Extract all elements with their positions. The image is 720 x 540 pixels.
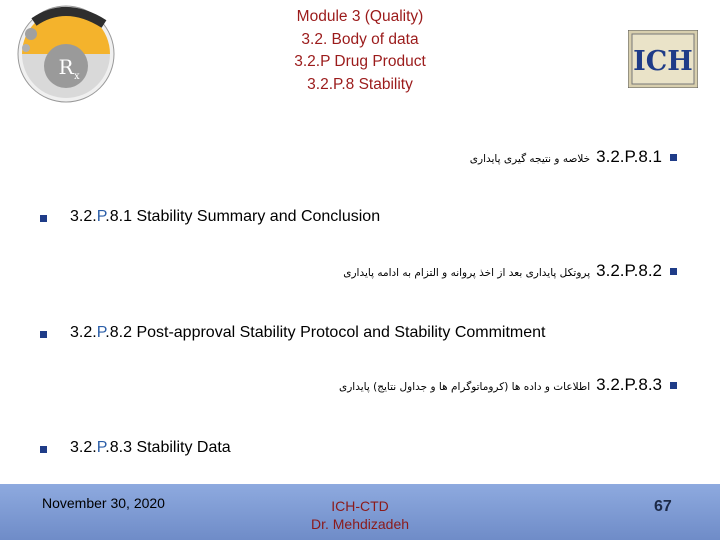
page-number: 67: [654, 498, 672, 515]
title-section: 3.2. Body of data: [301, 30, 419, 48]
bullet-icon: [670, 382, 677, 389]
item-2-persian: پروتکل پایداری بعد از اخذ پروانه و التزام به ادامه پایداری 3.2.P.8.2: [343, 261, 662, 280]
svg-text:ICH: ICH: [633, 46, 693, 77]
item-1-english: 3.2.P.8.1 Stability Summary and Conclusion: [70, 208, 381, 225]
footer-author: [280, 497, 440, 533]
bullet-icon: [670, 154, 677, 161]
footer-date: November 30, 2020: [42, 495, 165, 511]
ich-logo: [628, 30, 698, 88]
title-module: Module 3 (Quality): [296, 8, 424, 25]
bullet-icon: [40, 331, 47, 338]
pharmacy-institute-logo: [4, 2, 122, 104]
item-2-english: 3.2.P.8.2 Post-approval Stability Protocol and Stability Commitment: [70, 324, 546, 341]
rx-symbol-icon: R: [58, 55, 74, 79]
footer-course: ICH-CTD: [331, 498, 389, 514]
svg-text:x: x: [74, 71, 80, 82]
bullet-icon: [40, 215, 47, 222]
slide-title: [190, 6, 530, 96]
slide-footer: [0, 484, 720, 540]
item-3-persian: اطلاعات و داده ها (کروماتوگرام ها و جداول نتایج) پایداری 3.2.P.8.3: [339, 375, 662, 394]
title-subsection: 3.2.P Drug Product: [294, 53, 426, 70]
item-3-english: 3.2.P.8.3 Stability Data: [70, 439, 231, 456]
bullet-icon: [670, 268, 677, 275]
footer-presenter: Dr. Mehdizadeh: [310, 516, 410, 532]
item-1-persian: خلاصه و نتیجه گیری پایداری 3.2.P.8.1: [469, 147, 662, 166]
bullet-icon: [40, 446, 47, 453]
title-topic: 3.2.P.8 Stability: [307, 75, 413, 93]
